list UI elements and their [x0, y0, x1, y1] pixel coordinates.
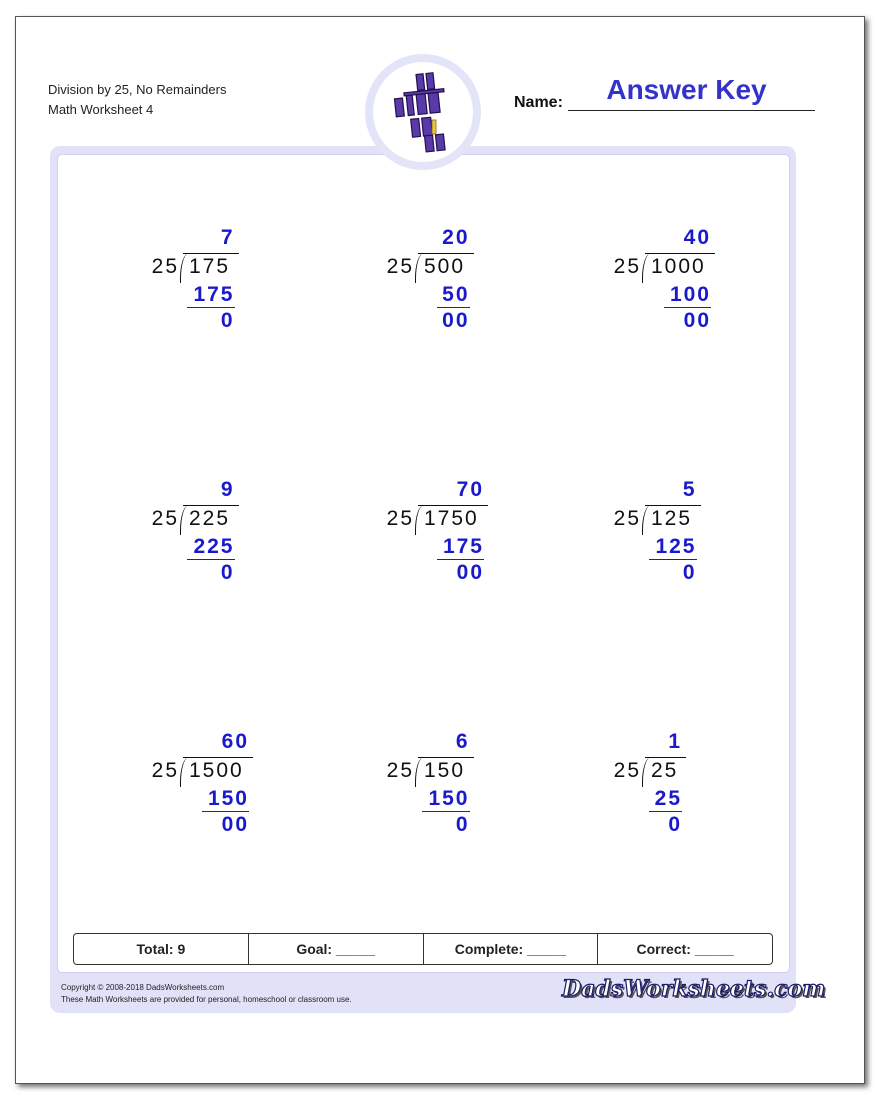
dividend: 125 [651, 507, 693, 530]
correct-cell[interactable]: Correct: _____ [636, 941, 734, 957]
division-problem [0, 478, 880, 598]
division-emblem-icon [390, 70, 456, 154]
remainder: 0 [682, 561, 697, 584]
brand-logo: DadsWorksheets.com [562, 976, 826, 1002]
quotient: 6 [455, 730, 470, 753]
divisor: 25 [386, 759, 414, 782]
remainder: 00 [221, 813, 249, 836]
division-bar [645, 757, 686, 758]
divisor: 25 [613, 759, 641, 782]
division-bar [645, 505, 701, 506]
score-bar [73, 933, 773, 965]
quotient: 70 [456, 478, 484, 501]
quotient: 60 [221, 730, 249, 753]
answer-key-label: Answer Key [606, 74, 767, 105]
subtraction: 100 [664, 283, 712, 308]
remainder: 00 [442, 309, 470, 332]
divisor: 25 [386, 507, 414, 530]
subtraction: 150 [202, 787, 250, 812]
divisor: 25 [151, 507, 179, 530]
complete-cell[interactable]: Complete: _____ [424, 934, 599, 964]
quotient: 7 [220, 226, 235, 249]
dividend: 1500 [189, 759, 244, 782]
dividend: 175 [189, 255, 231, 278]
subtraction: 175 [437, 535, 485, 560]
division-problem [0, 226, 880, 346]
subtraction: 175 [187, 283, 235, 308]
dividend: 25 [651, 759, 679, 782]
copyright-text: Copyright © 2008-2018 DadsWorksheets.com [61, 983, 225, 992]
division-problem [0, 730, 880, 850]
division-bar [645, 253, 715, 254]
dividend: 500 [424, 255, 466, 278]
name-field-line[interactable] [568, 110, 815, 111]
subtraction: 150 [422, 787, 470, 812]
subtraction: 50 [437, 283, 470, 308]
title-line-2: Math Worksheet 4 [48, 102, 154, 117]
remainder: 00 [456, 561, 484, 584]
remainder: 0 [668, 813, 682, 836]
division-bracket [642, 253, 651, 283]
worksheet-title [48, 80, 226, 120]
total-cell: Total: 9 [74, 934, 249, 964]
usage-note: These Math Worksheets are provided for personal, homeschool or classroom use. [61, 995, 352, 1004]
divisor: 25 [386, 255, 414, 278]
quotient: 1 [668, 730, 682, 753]
goal-cell[interactable]: Goal: _____ [249, 934, 424, 964]
quotient: 9 [220, 478, 235, 501]
quotient: 40 [683, 226, 711, 249]
divisor: 25 [613, 255, 641, 278]
remainder: 00 [683, 309, 711, 332]
division-bracket [642, 757, 651, 787]
subtraction: 125 [649, 535, 697, 560]
title-line-1: Division by 25, No Remainders [48, 82, 227, 97]
footer-notes [61, 982, 352, 1006]
divisor: 25 [151, 759, 179, 782]
remainder: 0 [455, 813, 470, 836]
dividend: 150 [424, 759, 466, 782]
dividend: 225 [189, 507, 231, 530]
subtraction: 225 [187, 535, 235, 560]
subtraction: 25 [649, 787, 682, 812]
divisor: 25 [613, 507, 641, 530]
remainder: 0 [220, 309, 235, 332]
divisor: 25 [151, 255, 179, 278]
quotient: 20 [442, 226, 470, 249]
division-bracket [642, 505, 651, 535]
name-label: Name: [514, 94, 563, 111]
dividend: 1000 [651, 255, 706, 278]
dividend: 1750 [424, 507, 479, 530]
remainder: 0 [220, 561, 235, 584]
quotient: 5 [682, 478, 697, 501]
